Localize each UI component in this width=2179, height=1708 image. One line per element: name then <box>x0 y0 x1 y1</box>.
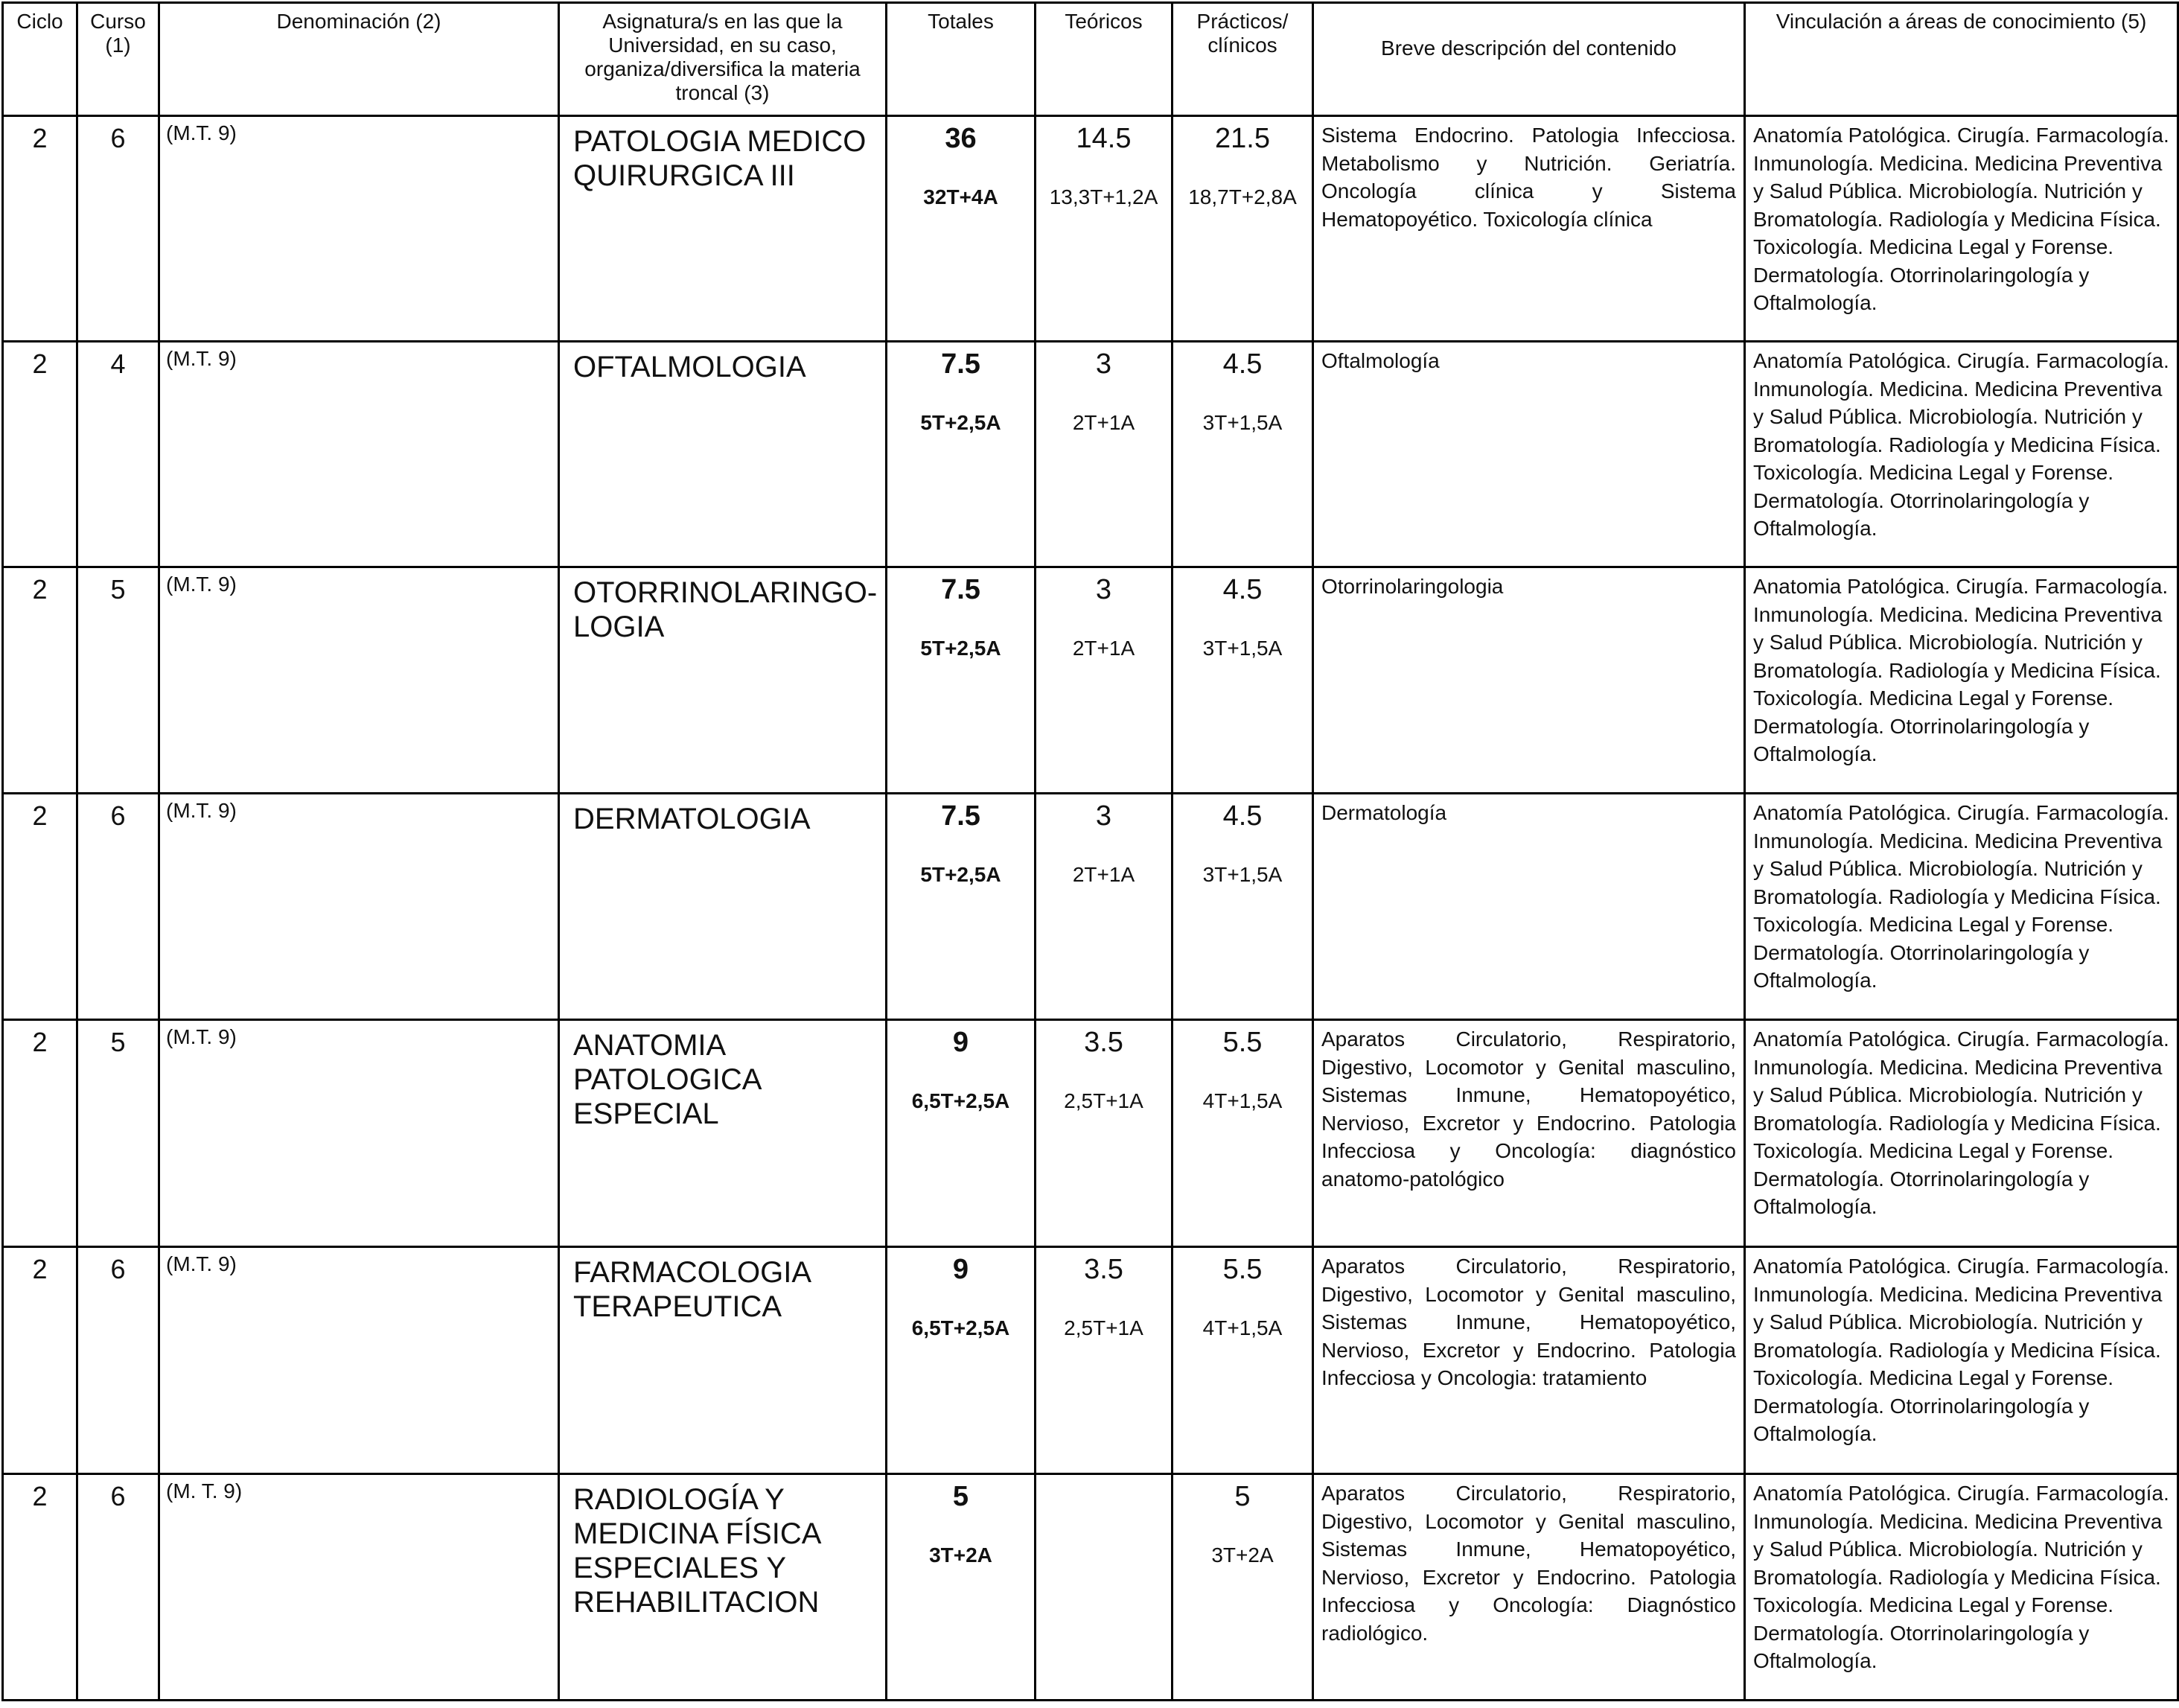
practicos-cell <box>1173 1247 1313 1474</box>
totales-detail: 5T+2,5A <box>920 411 1001 434</box>
ciclo-value: 2 <box>32 800 48 831</box>
ciclo-value: 2 <box>32 1027 48 1057</box>
descripcion-value: Dermatología <box>1321 801 1447 824</box>
asignatura-cell <box>559 342 887 567</box>
teoricos-detail: 13,3T+1,2A <box>1049 185 1158 208</box>
vinculacion-cell <box>1745 116 2178 342</box>
totales-detail: 3T+2A <box>929 1543 992 1567</box>
asignatura-cell <box>559 567 887 794</box>
totales-value: 5 <box>952 1481 969 1512</box>
ciclo-cell <box>3 567 77 794</box>
descripcion-cell <box>1313 567 1745 794</box>
asignatura-value: OFTALMOLOGIA <box>573 351 806 383</box>
vinculacion-cell <box>1745 1474 2178 1701</box>
table-row <box>3 116 2178 342</box>
totales-cell <box>887 567 1036 794</box>
header-curso: Curso (1) <box>77 3 159 116</box>
teoricos-cell <box>1036 342 1173 567</box>
curso-cell <box>77 794 159 1020</box>
practicos-value: 4.5 <box>1222 800 1263 832</box>
asignatura-cell <box>559 116 887 342</box>
ciclo-value: 2 <box>32 1481 48 1511</box>
denominacion-value: (M.T. 9) <box>166 1252 237 1275</box>
ciclo-cell <box>3 1020 77 1247</box>
curso-cell <box>77 1474 159 1701</box>
practicos-value: 4.5 <box>1222 348 1263 380</box>
teoricos-cell <box>1036 1247 1173 1474</box>
ciclo-cell <box>3 1247 77 1474</box>
teoricos-value: 3 <box>1095 574 1112 605</box>
vinculacion-value: Anatomía Patológica. Cirugía. Farmacología. Inmunología. Medicina. Medicina Preventiva y Salud Pública. Microbiología. Nutrición y Bromatología. Radiología y Medicina Física. Toxicología. Medicina Legal y Forense. Dermatología. Otorrinolaringología y Oftalmología. <box>1753 124 2169 314</box>
ciclo-cell <box>3 342 77 567</box>
curso-cell <box>77 1247 159 1474</box>
table-row <box>3 794 2178 1020</box>
teoricos-value: 14.5 <box>1076 123 1132 154</box>
descripcion-cell <box>1313 794 1745 1020</box>
vinculacion-cell <box>1745 794 2178 1020</box>
header-teoricos: Teóricos <box>1036 3 1173 116</box>
table-row <box>3 567 2178 794</box>
header-practicos: Prácticos/ clínicos <box>1173 3 1313 116</box>
asignatura-value: RADIOLOGÍA Y MEDICINA FÍSICA ESPECIALES Y REHABILITACION <box>573 1483 820 1619</box>
totales-cell <box>887 1020 1036 1247</box>
totales-value: 7.5 <box>941 800 980 832</box>
teoricos-value: 3.5 <box>1084 1027 1123 1058</box>
troncal-subjects-table <box>1 1 2179 1701</box>
descripcion-value: Oftalmología <box>1321 349 1440 372</box>
descripcion-cell <box>1313 1474 1745 1701</box>
practicos-detail: 4T+1,5A <box>1202 1316 1283 1339</box>
denominacion-value: (M.T. 9) <box>166 121 237 144</box>
teoricos-value: 3 <box>1095 800 1112 832</box>
denominacion-cell <box>159 1247 559 1474</box>
vinculacion-value: Anatomía Patológica. Cirugía. Farmacología. Inmunología. Medicina. Medicina Preventiva y Salud Pública. Microbiología. Nutrición y Bromatología. Radiología y Medicina Física. Toxicología. Medicina Legal y Forense. Dermatología. Otorrinolaringología y Oftalmología. <box>1753 349 2169 540</box>
curso-cell <box>77 1020 159 1247</box>
practicos-cell <box>1173 567 1313 794</box>
curso-value: 4 <box>110 348 126 379</box>
teoricos-detail: 2T+1A <box>1072 411 1135 434</box>
ciclo-value: 2 <box>32 348 48 379</box>
vinculacion-value: Anatomía Patológica. Cirugía. Farmacología. Inmunología. Medicina. Medicina Preventiva y Salud Pública. Microbiología. Nutrición y Bromatología. Radiología y Medicina Física. Toxicología. Medicina Legal y Forense. Dermatología. Otorrinolaringología y Oftalmología. <box>1753 801 2169 992</box>
practicos-value: 5.5 <box>1222 1027 1263 1058</box>
curso-value: 5 <box>110 574 126 605</box>
header-descripcion: Breve descripción del contenido <box>1313 3 1745 116</box>
totales-value: 36 <box>945 123 977 154</box>
vinculacion-cell <box>1745 1247 2178 1474</box>
totales-cell <box>887 1247 1036 1474</box>
practicos-value: 5 <box>1234 1481 1251 1512</box>
vinculacion-value: Anatomía Patológica. Cirugía. Farmacología. Inmunología. Medicina. Medicina Preventiva y Salud Pública. Microbiología. Nutrición y Bromatología. Radiología y Medicina Física. Toxicología. Medicina Legal y Forense. Dermatología. Otorrinolaringología y Oftalmología. <box>1753 1027 2169 1218</box>
curso-value: 6 <box>110 123 126 153</box>
curso-value: 5 <box>110 1027 126 1057</box>
descripcion-value: Aparatos Circulatorio, Respiratorio, Digestivo, Locomotor y Genital masculino, Sistemas Inmune, Hematopoyético, Nervioso, Excretor y Endocrino. Patologia Infecciosa y Oncología: diagnóstico anatomo-patológico <box>1321 1027 1736 1191</box>
curso-value: 6 <box>110 1254 126 1284</box>
denominacion-value: (M.T. 9) <box>166 573 237 596</box>
teoricos-value: 3 <box>1095 348 1112 380</box>
table-row <box>3 1474 2178 1701</box>
asignatura-value: ANATOMIA PATOLOGICA ESPECIAL <box>573 1029 761 1130</box>
denominacion-cell <box>159 1020 559 1247</box>
curso-cell <box>77 342 159 567</box>
asignatura-cell <box>559 794 887 1020</box>
vinculacion-value: Anatomía Patológica. Cirugía. Farmacología. Inmunología. Medicina. Medicina Preventiva y Salud Pública. Microbiología. Nutrición y Bromatología. Radiología y Medicina Física. Toxicología. Medicina Legal y Forense. Dermatología. Otorrinolaringología y Oftalmología. <box>1753 1482 2169 1672</box>
ciclo-value: 2 <box>32 123 48 153</box>
teoricos-detail: 2T+1A <box>1072 637 1135 660</box>
totales-cell <box>887 342 1036 567</box>
teoricos-detail: 2,5T+1A <box>1064 1089 1143 1112</box>
curso-value: 6 <box>110 800 126 831</box>
teoricos-detail: 2T+1A <box>1072 863 1135 886</box>
practicos-value: 4.5 <box>1222 574 1263 605</box>
ciclo-value: 2 <box>32 574 48 605</box>
descripcion-cell <box>1313 1247 1745 1474</box>
totales-cell <box>887 794 1036 1020</box>
totales-detail: 6,5T+2,5A <box>911 1316 1010 1339</box>
asignatura-cell <box>559 1247 887 1474</box>
denominacion-cell <box>159 1474 559 1701</box>
totales-detail: 5T+2,5A <box>920 863 1001 886</box>
asignatura-cell <box>559 1474 887 1701</box>
vinculacion-cell <box>1745 1020 2178 1247</box>
curso-cell <box>77 567 159 794</box>
header-ciclo: Ciclo <box>3 3 77 116</box>
curso-value: 6 <box>110 1481 126 1511</box>
denominacion-value: (M.T. 9) <box>166 1025 237 1048</box>
totales-cell <box>887 1474 1036 1701</box>
denominacion-cell <box>159 116 559 342</box>
descripcion-cell <box>1313 342 1745 567</box>
descripcion-cell <box>1313 116 1745 342</box>
totales-value: 7.5 <box>941 348 980 380</box>
table-row <box>3 1247 2178 1474</box>
practicos-cell <box>1173 1474 1313 1701</box>
asignatura-value: PATOLOGIA MEDICO QUIRURGICA III <box>573 125 867 192</box>
practicos-value: 5.5 <box>1222 1254 1263 1285</box>
practicos-detail: 3T+1,5A <box>1202 863 1283 886</box>
practicos-detail: 4T+1,5A <box>1202 1089 1283 1112</box>
denominacion-value: (M.T. 9) <box>166 347 237 370</box>
descripcion-value: Sistema Endocrino. Patologia Infecciosa. Metabolismo y Nutrición. Geriatría. Oncología clínica y Sistema Hematopoyético. Toxicología clínica <box>1321 124 1736 231</box>
asignatura-value: OTORRINOLARINGO-LOGIA <box>573 576 878 643</box>
header-vinculacion: Vinculación a áreas de conocimiento (5) <box>1745 3 2178 116</box>
vinculacion-value: Anatomia Patológica. Cirugía. Farmacología. Inmunología. Medicina. Medicina Preventiva y Salud Pública. Microbiología. Nutrición y Bromatología. Radiología y Medicina Física. Toxicología. Medicina Legal y Forense. Dermatología. Otorrinolaringología y Oftalmología. <box>1753 575 2169 765</box>
vinculacion-cell <box>1745 342 2178 567</box>
teoricos-cell <box>1036 1020 1173 1247</box>
totales-value: 7.5 <box>941 574 980 605</box>
header-asignatura: Asignatura/s en las que la Universidad, en su caso, organiza/diversifica la materia troncal (3) <box>559 3 887 116</box>
totales-value: 9 <box>952 1254 969 1285</box>
denominacion-cell <box>159 342 559 567</box>
practicos-cell <box>1173 342 1313 567</box>
practicos-cell <box>1173 794 1313 1020</box>
ciclo-value: 2 <box>32 1254 48 1284</box>
teoricos-cell <box>1036 116 1173 342</box>
table-row <box>3 342 2178 567</box>
ciclo-cell <box>3 1474 77 1701</box>
practicos-cell <box>1173 116 1313 342</box>
header-totales: Totales <box>887 3 1036 116</box>
denominacion-cell <box>159 567 559 794</box>
teoricos-detail <box>1036 1521 1171 1543</box>
totales-value: 9 <box>952 1027 969 1058</box>
practicos-value: 21.5 <box>1215 123 1270 154</box>
descripcion-value: Otorrinolaringologia <box>1321 575 1504 598</box>
teoricos-detail: 2,5T+1A <box>1064 1316 1143 1339</box>
totales-detail: 6,5T+2,5A <box>911 1089 1010 1112</box>
practicos-detail: 3T+2A <box>1211 1543 1274 1567</box>
asignatura-cell <box>559 1020 887 1247</box>
teoricos-value: 3.5 <box>1084 1254 1123 1285</box>
practicos-detail: 3T+1,5A <box>1202 637 1283 660</box>
ciclo-cell <box>3 794 77 1020</box>
vinculacion-cell <box>1745 567 2178 794</box>
table-row <box>3 1020 2178 1247</box>
totales-detail: 5T+2,5A <box>920 637 1001 660</box>
asignatura-value: DERMATOLOGIA <box>573 803 811 835</box>
descripcion-cell <box>1313 1020 1745 1247</box>
teoricos-value <box>1036 1475 1171 1521</box>
teoricos-cell <box>1036 794 1173 1020</box>
practicos-cell <box>1173 1020 1313 1247</box>
asignatura-value: FARMACOLOGIA TERAPEUTICA <box>573 1256 810 1323</box>
denominacion-cell <box>159 794 559 1020</box>
curriculum-document <box>1 1 2177 1701</box>
ciclo-cell <box>3 116 77 342</box>
vinculacion-value: Anatomía Patológica. Cirugía. Farmacología. Inmunología. Medicina. Medicina Preventiva y Salud Pública. Microbiología. Nutrición y Bromatología. Radiología y Medicina Física. Toxicología. Medicina Legal y Forense. Dermatología. Otorrinolaringología y Oftalmología. <box>1753 1255 2169 1445</box>
header-row <box>3 3 2178 116</box>
totales-detail: 32T+4A <box>923 185 998 208</box>
teoricos-cell <box>1036 567 1173 794</box>
teoricos-cell <box>1036 1474 1173 1701</box>
denominacion-value: (M. T. 9) <box>166 1479 243 1503</box>
practicos-detail: 3T+1,5A <box>1202 411 1283 434</box>
descripcion-value: Aparatos Circulatorio, Respiratorio, Digestivo, Locomotor y Genital masculino, Sistemas Inmune, Hematopoyético, Nervioso, Excretor y Endocrino. Patologia Infecciosa y Oncologia: tratamiento <box>1321 1255 1736 1389</box>
header-denominacion: Denominación (2) <box>159 3 559 116</box>
totales-cell <box>887 116 1036 342</box>
practicos-detail: 18,7T+2,8A <box>1188 185 1297 208</box>
denominacion-value: (M.T. 9) <box>166 799 237 822</box>
descripcion-value: Aparatos Circulatorio, Respiratorio, Digestivo, Locomotor y Genital masculino, Sistemas Inmune, Hematopoyético, Nervioso, Excretor y Endocrino. Patologia Infecciosa y Oncología: Diagnóstico radiológico. <box>1321 1482 1736 1645</box>
curso-cell <box>77 116 159 342</box>
